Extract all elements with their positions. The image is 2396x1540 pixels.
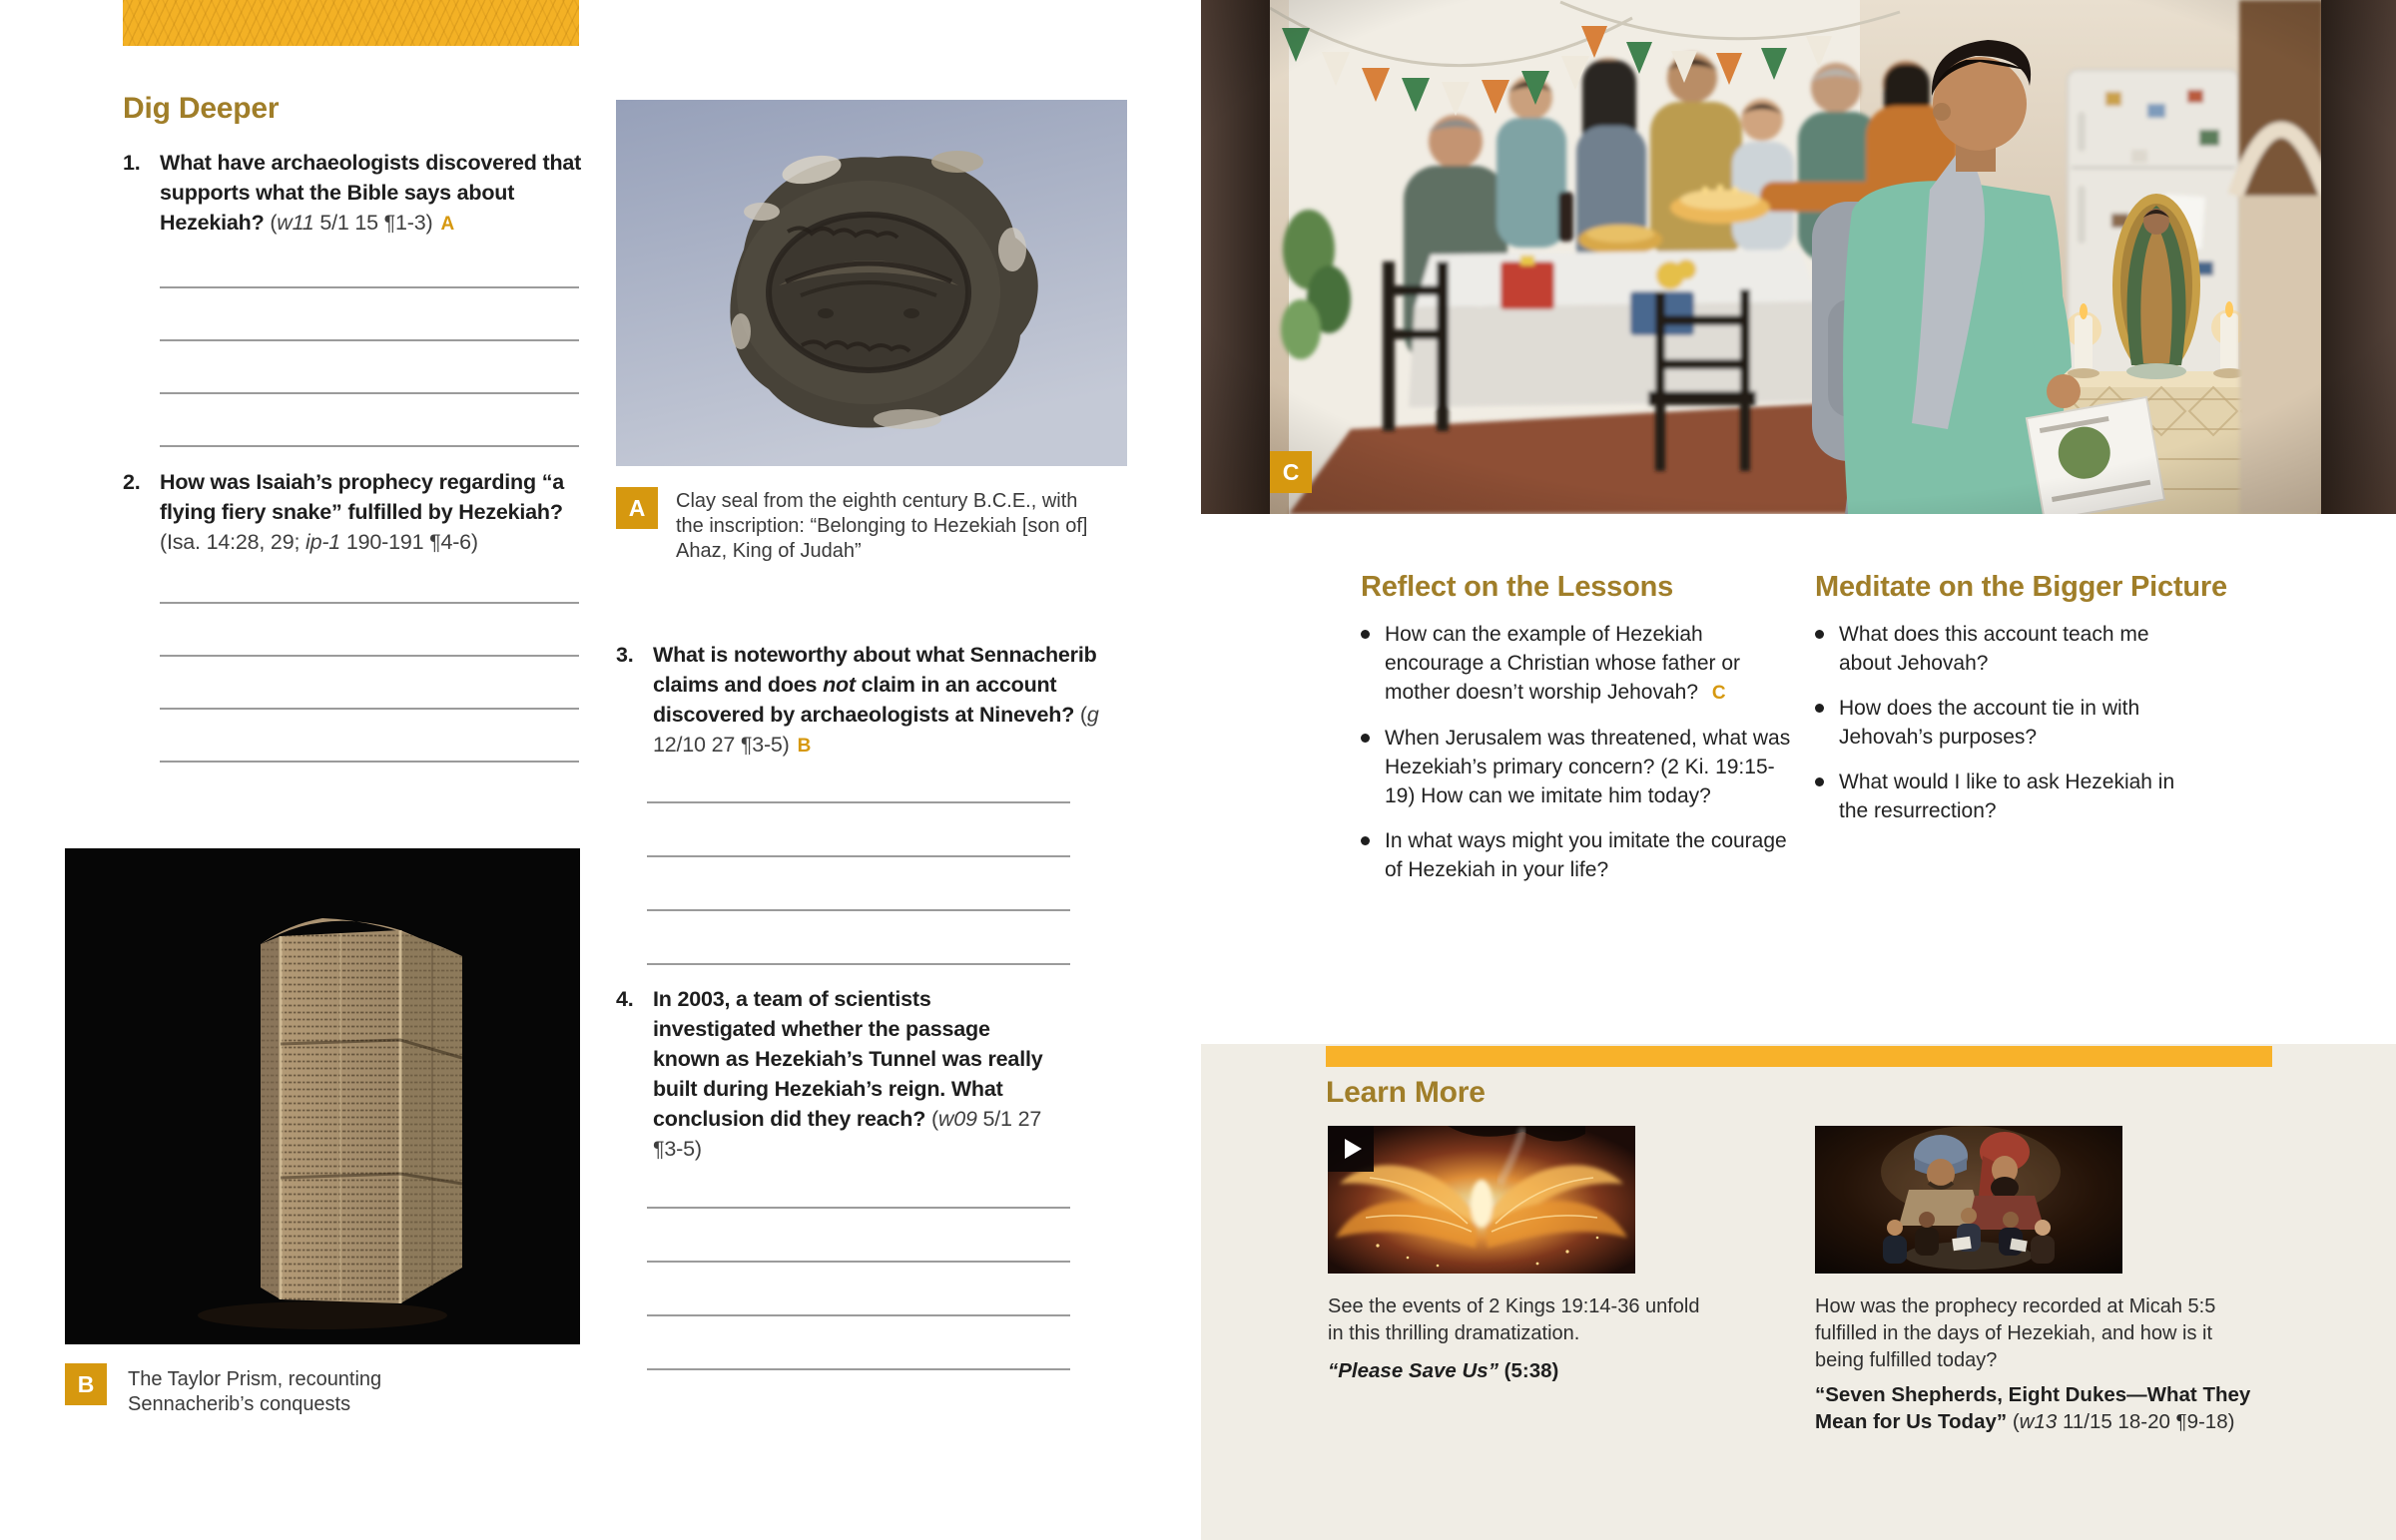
meditate-list xyxy=(1815,620,2284,825)
bullet-icon xyxy=(1361,630,1370,639)
reflect-title: Reflect on the Lessons xyxy=(1361,571,1674,603)
article-title: “Seven Shepherds, Eight Dukes—What They Mean for Us Today” (w13 11/15 18-20 ¶9-18) xyxy=(1815,1383,2251,1433)
question-1-number: 1. xyxy=(123,151,141,175)
answer-line[interactable] xyxy=(160,657,579,710)
bullet-icon xyxy=(1361,836,1370,845)
bullet-icon xyxy=(1815,704,1824,713)
reflect-list xyxy=(1361,620,1805,884)
reflect-item: When Jerusalem was threatened, what was Hezekiah’s primary concern? (2 Ki. 19:15-19) How can we imitate him today? xyxy=(1361,724,1805,810)
meditate-title: Meditate on the Bigger Picture xyxy=(1815,571,2227,603)
answer-line[interactable] xyxy=(647,1263,1070,1316)
photo-c-badge: C xyxy=(1270,451,1312,493)
caption-a-badge: A xyxy=(616,487,658,529)
answer-lines-q1 xyxy=(160,236,579,447)
meditate-item: How does the account tie in with Jehovah’s purposes? xyxy=(1815,694,2284,752)
answer-lines-q3 xyxy=(647,750,1070,965)
question-3-image-label: B xyxy=(797,736,812,757)
question-2 xyxy=(123,467,592,557)
answer-line[interactable] xyxy=(160,710,579,763)
family-gathering-illustration xyxy=(1201,0,2396,514)
section-title-dig-deeper: Dig Deeper xyxy=(123,92,280,125)
answer-line[interactable] xyxy=(160,604,579,657)
meditate-item: What would I like to ask Hezekiah in the resurrection? xyxy=(1815,768,2284,825)
taylor-prism-illustration xyxy=(65,848,580,1344)
question-3-number: 3. xyxy=(616,643,634,667)
clay-seal-photo xyxy=(616,100,1127,466)
article-thumbnail-seven-shepherds[interactable] xyxy=(1815,1126,2122,1274)
answer-line[interactable] xyxy=(647,857,1070,911)
fiery-angel-thumbnail-art xyxy=(1328,1126,1635,1274)
question-3-text: What is noteworthy about what Sennacherib claims and does not claim in an account discovered by archaeologists at Nineveh? (g 12/10 27 ¶3-5) B xyxy=(653,643,1099,757)
question-1-text: What have archaeologists discovered that supports what the Bible says about Hezekiah? (w11 5/1 15 ¶1-3) A xyxy=(160,151,582,235)
video-thumbnail-please-save-us[interactable] xyxy=(1328,1126,1635,1274)
answer-line[interactable] xyxy=(647,803,1070,857)
answer-line[interactable] xyxy=(647,1209,1070,1263)
question-1 xyxy=(123,148,592,240)
answer-line[interactable] xyxy=(647,1155,1070,1209)
video-title: “Please Save Us” (5:38) xyxy=(1328,1359,1559,1382)
family-gathering-photo xyxy=(1201,0,2396,514)
learn-more-title: Learn More xyxy=(1326,1076,1486,1109)
video-description: See the events of 2 Kings 19:14-36 unfold in this thrilling dramatization. xyxy=(1328,1295,1700,1344)
reflect-item-image-label: C xyxy=(1711,683,1726,704)
learn-more-accent-bar xyxy=(1326,1046,2272,1067)
clay-seal-illustration xyxy=(616,100,1127,466)
question-3 xyxy=(616,640,1115,762)
answer-line[interactable] xyxy=(647,750,1070,803)
answer-line[interactable] xyxy=(160,236,579,288)
bullet-icon xyxy=(1815,777,1824,786)
caption-b-badge: B xyxy=(65,1363,107,1405)
answer-line[interactable] xyxy=(160,288,579,341)
answer-line[interactable] xyxy=(160,394,579,447)
answer-line[interactable] xyxy=(647,1316,1070,1370)
article-description: How was the prophecy recorded at Micah 5:5 fulfilled in the days of Hezekiah, and how is it being fulfilled today? xyxy=(1815,1295,2216,1371)
seven-shepherds-thumbnail-art xyxy=(1815,1126,2122,1274)
answer-lines-q4 xyxy=(647,1155,1070,1370)
answer-line[interactable] xyxy=(647,911,1070,965)
reflect-section xyxy=(1361,571,1805,900)
play-button[interactable] xyxy=(1328,1126,1374,1172)
meditate-section xyxy=(1815,571,2284,841)
question-4-number: 4. xyxy=(616,987,634,1011)
decorative-yellow-band xyxy=(123,0,579,46)
taylor-prism-photo xyxy=(65,848,580,1344)
bullet-icon xyxy=(1361,734,1370,743)
caption-a-text: Clay seal from the eighth century B.C.E., with the inscription: “Belonging to Hezekiah [son of] Ahaz, King of Judah” xyxy=(676,490,1088,562)
question-1-image-label: A xyxy=(440,214,454,235)
meditate-item: What does this account teach me about Jehovah? xyxy=(1815,620,2284,678)
caption-b-text: The Taylor Prism, recounting Sennacherib’s conquests xyxy=(128,1368,382,1415)
question-2-text: How was Isaiah’s prophecy regarding “a flying fiery snake” fulfilled by Hezekiah? (Isa. 14:28, 29; ip-1 190-191 ¶4-6) xyxy=(160,470,565,554)
answer-line[interactable] xyxy=(160,341,579,394)
question-2-number: 2. xyxy=(123,470,141,494)
question-4 xyxy=(616,984,1075,1164)
answer-lines-q2 xyxy=(160,551,579,763)
learn-more-section xyxy=(1201,1044,2396,1540)
answer-line[interactable] xyxy=(160,551,579,604)
question-4-text: In 2003, a team of scientists investigated whether the passage known as Hezekiah’s Tunnel was really built during Hezekiah’s reign. What conclusion did they reach? (w09 5/1 27 ¶3-5) xyxy=(653,987,1043,1161)
play-icon xyxy=(1345,1139,1362,1159)
bullet-icon xyxy=(1815,630,1824,639)
reflect-item: In what ways might you imitate the courage of Hezekiah in your life? xyxy=(1361,826,1805,884)
reflect-item: How can the example of Hezekiah encourage a Christian whose father or mother doesn’t worship Jehovah? C xyxy=(1361,620,1805,708)
